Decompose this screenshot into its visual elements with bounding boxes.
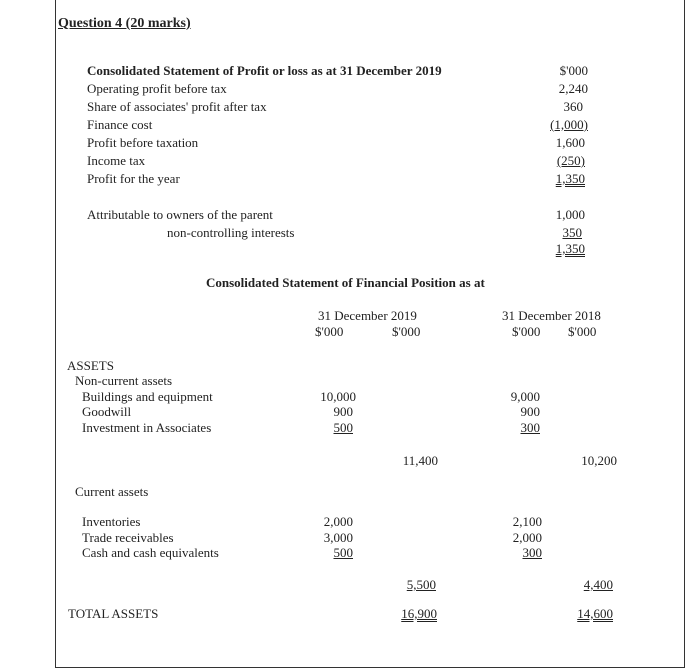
ca-2019: 3,000 (323, 530, 353, 545)
nca-total-2019: 11,400 (402, 453, 438, 468)
ca-label: Cash and cash equivalents (82, 545, 219, 560)
total-assets-label: TOTAL ASSETS (68, 606, 159, 621)
attr-owners-value: 1,000 (555, 207, 585, 222)
question-title: Question 4 (20 marks) (58, 16, 191, 31)
currency-2019-a: $'000 (315, 324, 344, 339)
attr-nci-label: non-controlling interests (167, 225, 295, 240)
ca-total-2018: 4,400 (583, 577, 613, 592)
ca-2019: 500 (333, 545, 353, 560)
current-heading: Current assets (75, 484, 149, 499)
nca-label: Investment in Associates (82, 420, 212, 435)
currency-2018-b: $'000 (568, 324, 597, 339)
pl-row-value: 1,350 (555, 171, 585, 186)
pl-row-label: Profit for the year (87, 171, 180, 186)
ca-label: Inventories (82, 514, 141, 529)
ca-2018: 300 (522, 545, 542, 560)
attr-total-value: 1,350 (555, 241, 585, 256)
nca-label: Buildings and equipment (82, 389, 213, 404)
pl-currency: $'000 (559, 63, 588, 78)
ca-2018: 2,100 (512, 514, 542, 529)
nca-2019: 10,000 (320, 389, 356, 404)
pl-row-value: 360 (563, 99, 583, 114)
pl-row-value: 2,240 (558, 81, 588, 96)
pl-row-label: Profit before taxation (87, 135, 199, 150)
currency-2018-a: $'000 (512, 324, 541, 339)
date-2019: 31 December 2019 (318, 308, 417, 323)
nca-2019: 900 (333, 404, 353, 419)
sfp-title: Consolidated Statement of Financial Position as at (206, 275, 485, 290)
nca-2018: 300 (520, 420, 540, 435)
nca-label: Goodwill (82, 404, 132, 419)
ca-2019: 2,000 (323, 514, 353, 529)
ca-total-2019: 5,500 (406, 577, 436, 592)
pl-title: Consolidated Statement of Profit or loss as at 31 December 2019 (87, 63, 442, 78)
non-current-heading: Non-current assets (75, 373, 173, 388)
pl-row-label: Finance cost (87, 117, 153, 132)
attr-owners-label: Attributable to owners of the parent (87, 207, 273, 222)
pl-row-value: (250) (556, 153, 585, 168)
total-assets-2018: 14,600 (577, 606, 613, 621)
nca-2018: 900 (520, 404, 540, 419)
pl-row-value: (1,000) (550, 117, 588, 132)
pl-row-label: Income tax (87, 153, 146, 168)
assets-heading: ASSETS (67, 358, 114, 373)
ca-label: Trade receivables (82, 530, 174, 545)
nca-2019: 500 (333, 420, 353, 435)
nca-total-2018: 10,200 (581, 453, 617, 468)
ca-2018: 2,000 (512, 530, 542, 545)
pl-row-value: 1,600 (555, 135, 585, 150)
attr-nci-value: 350 (562, 225, 582, 240)
pl-row-label: Operating profit before tax (87, 81, 227, 96)
pl-row-label: Share of associates' profit after tax (87, 99, 267, 114)
total-assets-2019: 16,900 (401, 606, 437, 621)
currency-2019-b: $'000 (392, 324, 421, 339)
date-2018: 31 December 2018 (502, 308, 601, 323)
nca-2018: 9,000 (510, 389, 540, 404)
